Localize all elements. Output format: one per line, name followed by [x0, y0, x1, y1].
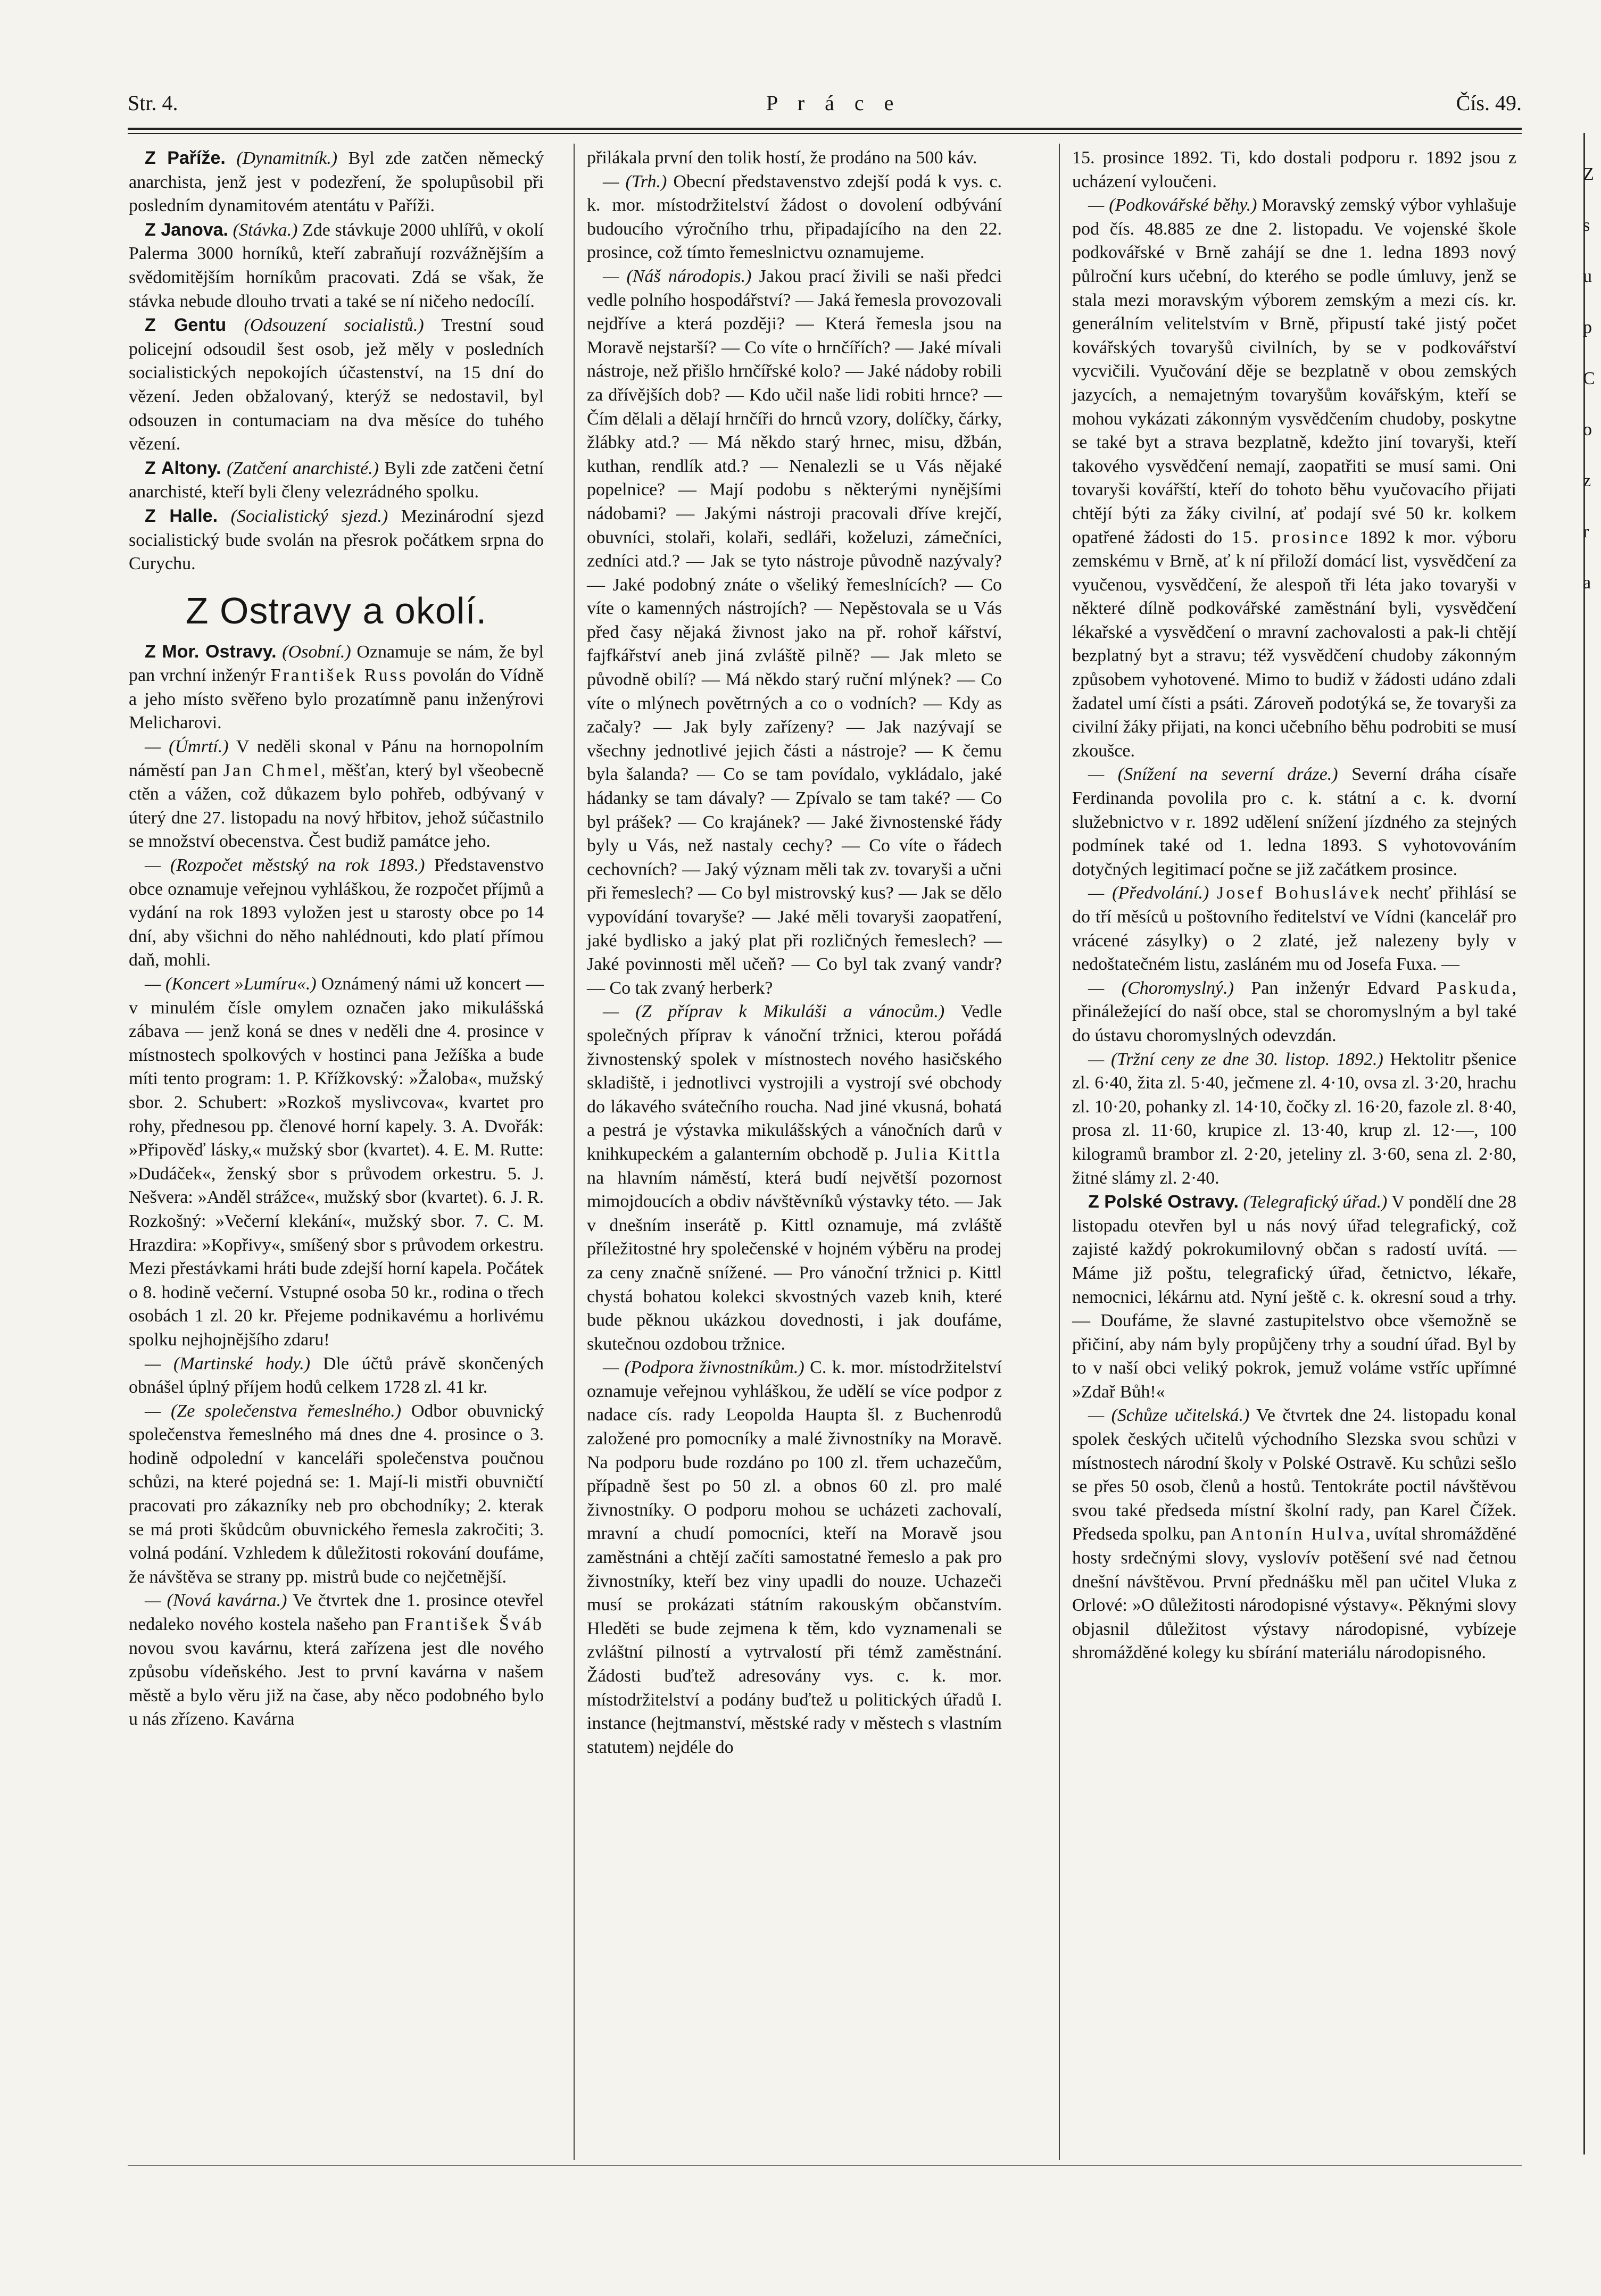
- column-1: [129, 146, 544, 1732]
- article-snizeni: [1072, 763, 1516, 881]
- article-subtitle: (Osobní.): [282, 642, 351, 662]
- article-koncert: [129, 972, 544, 1352]
- article-umrti: [129, 735, 544, 854]
- article-text: 1892 k mor. výboru zemskému v Brně, ať k ní přiloží domácí list, vysvědčení za vyučenou, vysvědčení, že alespoň tři léta jako tovaryši v některé dílně podkovářské zaměstnání byli, vysvědčení lékařské a vysvědčení o mravní zachovalosti a pak-li chtějí bezplatný byt a stravu; též vysvědčení chudoby zákonným způsobem vyhotovené. Mimo to budiž v žádosti udáno zdali žadatel umí čísti a psáti. Zároveň podotýká se, že tovaryši za civilní žáky přijati, na konci učebního běhu podrobiti se musí zkoušce.: [1072, 527, 1516, 761]
- article-rozpocet: [129, 854, 544, 972]
- article-subtitle: (Odsouzení socialistů.): [244, 315, 424, 336]
- edge-letter: z: [1583, 471, 1591, 490]
- article-text: nechť přihlásí se do tří měsíců u poštovního ředitelství ve Vídni (kancelář pro vrácené zásylky) o 2 zlaté, jež nalezeny byly v nedoštatečném listu, zasláném mu od Josefa Fuxa. —: [1072, 883, 1517, 975]
- article-schuze: [1072, 1404, 1516, 1665]
- article-subtitle: (Telegrafický úřad.): [1243, 1192, 1388, 1212]
- article-text: V neděli skonal v Pánu na hornopolním náměstí pan: [129, 737, 544, 780]
- article-text: Severní dráha císaře Ferdinanda povolila pro c. k. státní a c. k. dvorní služebnictvo v r. 1892 udělení snížení jízdného za stejných podmínek také od 1. ledna 1893. S vyhotovováním dotyčných legitimací počne se již začátkem prosince.: [1072, 764, 1517, 879]
- dateline: Z Paříže.: [145, 148, 226, 168]
- article-subtitle: (Dynamitník.): [236, 148, 338, 168]
- edge-letter: p: [1583, 318, 1592, 337]
- article-spolecenstvo: [129, 1400, 544, 1590]
- edge-letter: u: [1583, 267, 1592, 286]
- article-text: 15. prosince 1892. Ti, kdo dostali podporu r. 1892 jsou z ucházení vyloučeni.: [1072, 148, 1516, 192]
- article-text: Hektolitr pšenice zl. 6·40, žita zl. 5·40, ječmene zl. 4·10, ovsa zl. 3·20, hrachu zl. 10·20, pohanky zl. 14·10, čočky zl. 16·20, fazole zl. 8·40, prosa zl. 11·60, krupice zl. 13·40, krup zl. 12·—, 100 kilogramů brambor zl. 2·20, jeteliny zl. 3·60, sena zl. 2·80, žitné slámy zl. 2·40.: [1072, 1049, 1517, 1188]
- article-subtitle: — (Z příprav k Mikuláši a vánocům.): [603, 1002, 945, 1022]
- dateline: Z Altony.: [145, 457, 221, 478]
- article-text: přilákala první den tolik hostí, že prodáno na 500 káv.: [587, 148, 977, 168]
- article-text: novou svou kavárnu, která zařízena jest dle nového způsobu vídeňského. Jest to první kavárna v našem městě a bylo věru již na čase, aby něco podobného bylo u nás zřízeno. Kavárna: [129, 1638, 544, 1729]
- article-text: Obecní představenstvo zdejší podá k vys. c. k. mor. místodržitelství žádost o dovolení odbývání budoucího výročního trhu, připadajícího na den 22. prosince, což tímto řemeslnictvu oznamujeme.: [587, 171, 1002, 263]
- article-subtitle: — (Snížení na severní dráze.): [1088, 764, 1338, 785]
- page-header: [128, 90, 1522, 128]
- article-gent: [129, 313, 544, 456]
- dateline: Z Halle.: [145, 505, 218, 526]
- article-subtitle: — (Martinské hody.): [145, 1353, 311, 1374]
- article-text: C. k. mor. místodržitelství oznamuje veřejnou vyhláškou, že udělí se více podpor z nadace cís. rady Leopolda Haupta šl. z Buchenrodů založené pro pomocníky a malé živnostníky na Moravě. Na podporu bude rozdáno po 100 zl. třem uchazečům, případně šest po 50 zl. a obnos 60 zl. pro malé živnostníky. O podporu mohou se ucházeti zachovalí, mravní a chudí pomocníci, kteří na Moravě jsou zaměstnáni a chtějí začíti samostatné řemeslo a pak pro živnostníky, kteří bez viny upadli do nouze. Uchazeči musí se prokázati státním rakouským občanstvím. Hleděti se bude zejmena k těm, kdo vyznamenali se zvláštní pilností a vytrvalostí při témž zaměstnání. Žádosti buďtež adresovány vys. c. k. mor. místodržitelství a podány buďtež u politických úřadů I. instance (hejtmanství, městské rady v městech s vlastním statutem) nejdéle do: [587, 1358, 1002, 1757]
- article-predvolani: [1072, 881, 1516, 976]
- article-hody: [129, 1352, 544, 1400]
- column-3: [1072, 146, 1516, 1665]
- edge-letter: r: [1583, 522, 1589, 542]
- article-text: Ve čtvrtek dne 1. prosince otevřel nedaleko nového kostela našeho pan: [129, 1591, 544, 1635]
- person-name: Antonín Hulva: [1230, 1524, 1366, 1544]
- article-kavarna: [129, 1589, 544, 1732]
- article-subtitle: — (Koncert »Lumíru«.): [145, 974, 317, 994]
- column-divider-1: [574, 144, 575, 2160]
- edge-letter: o: [1583, 420, 1592, 439]
- edge-letter: s: [1583, 215, 1590, 235]
- article-text: Oznamuje se nám, že byl pan vrchní inženýr: [129, 642, 544, 686]
- issue-number: Čís. 49.: [1456, 91, 1522, 115]
- article-trh: [587, 170, 1002, 265]
- article-subtitle: — (Podkovářské běhy.): [1088, 195, 1257, 215]
- page-number: Str. 4.: [128, 91, 178, 115]
- article-text: Mezinárodní sjezd socialistický bude svolán na přesrok počátkem srpna do Curychu.: [129, 506, 544, 574]
- article-text: , měšťan, který byl všeobecně ctěn a vážen, což důkazem bylo pohřeb, odbývaný v úterý dne 27. listopadu na nový hřbitov, jehož súčastnilo se množství obecenstva. Čest budiž památce jeho.: [129, 760, 544, 852]
- article-text: [1209, 883, 1217, 903]
- article-text: , uvítal shromážděné hosty srdečnými slovy, vyslovív potěšení své nad četnou dnešní návštěvou. První přednášku měl pan učitel Vluka z Orlové: »O důležitosti národopisné výstavy«. Pěknými slovy objasnil důležitost výstavy národopisné, vybízeje shromážděné kolegy ku sbírání materiálu národopisného.: [1072, 1524, 1516, 1663]
- header-rule-thin: [128, 133, 1522, 134]
- dateline: Z Mor. Ostravy.: [145, 641, 277, 662]
- article-podpora: [587, 1356, 1002, 1759]
- dateline: Z Janova.: [145, 219, 228, 240]
- article-osobni: [129, 640, 544, 735]
- article-subtitle: — (Nová kavárna.): [145, 1591, 287, 1611]
- date-emphasis: 15. prosince: [1231, 527, 1350, 547]
- newspaper-title: P r á c e: [766, 91, 901, 115]
- edge-letter: a: [1583, 573, 1591, 593]
- article-subtitle: — (Náš národopis.): [603, 266, 752, 286]
- article-subtitle: (Zatčení anarchisté.): [227, 458, 379, 478]
- article-subtitle: — (Schůze učitelská.): [1088, 1405, 1250, 1426]
- edge-letter: C: [1583, 369, 1595, 388]
- article-text: Byli zde zatčeni četní anarchisté, kteří byli členy velezrádného spolku.: [129, 458, 544, 502]
- article-subtitle: (Stávka.): [233, 220, 298, 240]
- article-text: Zde stávkuje 2000 uhlířů, v okolí Palerma 3000 horníků, kteří zabraňují rozvážnějším a svědomitějším horníkům pracovati. Zdá se však, že stávka nebude dlouho trvati a také se ní ničeho nedocílí.: [129, 220, 544, 311]
- article-text: Pan inženýr Edvard: [1233, 978, 1437, 998]
- person-name: Josef Bohuslávek: [1217, 883, 1382, 903]
- person-name: František Russ: [270, 665, 409, 686]
- article-text: Jakou prací živili se naši předci vedle polního hospodářství? — Jaká řemesla provozovali nejdříve a která později? — Která řemesla jsou na Moravě nejstarší? — Co víte o hrnčířích? — Jaké mívali nástroje, než přišlo hrnčířské kolo? — Jaké nádoby robili za dřívějších dob? — Kdo učil naše lidi robiti hrnce? — Čím dělali a dělají hrnčíři do hrnců vzory, dolíčky, čárky, žlábky atd.? — Má někdo starý hrnec, misu, džbán, kuthan, rendlík atd.? — Nenalezli se u Vás nějaké popelnice? — Mají podobu s některými nynějšími nádobami? — Jakými nástroji pracovali dříve krejčí, obuvníci, stolaři, kolaři, sedláři, koželuzi, zámečníci, zedníci atd.? — Jak se tyto nástroje původně nazývaly? — Jaké podobný znáte o všeliký řemeslnících? — Co víte o kamenných nástrojích? — Nepěstovala se u Vás před časy nějaká živnost jako na př. rohoř kářství, fajfkářství aneb jiná zvláště pilně? — Jak mleto se původně obilí? — Má někdo starý ruční mlýnek? — Co víte o mlýnech povětrných a co o vodních? — Kdy as začaly? — Jak byly zařízeny? — Jak nazývají se všechny jednotlivé jejich části a nástroje? — K čemu byla šalanda? — Co se tam povídalo, vykládalo, jaké hádanky se tam dávaly? — Zpívalo se tam také? — Co byl prášek? — Co krajánek? — Jaké živnostenské řády byly u Vás, než nastaly cechy? — Co víte o řádech cechovních? — Jaký význam měli tak zv. tovaryši a učni při řemeslech? — Co byl mistrovský kus? — Jak se dělo vypovídání tovaryše? — Jaké měli tovaryši zaopatření, jaké bydlisko a jaký plat při rozličných řemeslech? — Jaké povinnosti měl učeň? — Co byl tak zvaný vandr? — Co tak zvaný herberk?: [587, 266, 1002, 998]
- article-subtitle: — (Podpora živnostníkům.): [603, 1358, 804, 1378]
- article-subtitle: — (Ze společenstva řemeslného.): [145, 1401, 402, 1421]
- article-trzni-ceny: [1072, 1048, 1516, 1191]
- article-janov: [129, 218, 544, 313]
- article-subtitle: — (Tržní ceny ze dne 30. listop. 1892.): [1088, 1049, 1383, 1069]
- column-divider-2: [1059, 144, 1060, 2160]
- article-paris: [129, 146, 544, 218]
- dateline: Z Polské Ostravy.: [1088, 1192, 1239, 1212]
- article-polska-ostrava: [1072, 1190, 1516, 1404]
- article-altona: [129, 456, 544, 504]
- article-text: Byl zde zatčen německý anarchista, jenž jest v podezření, že spolupůsobil při posledním dynamitovém atentátu v Paříži.: [129, 148, 544, 216]
- person-name: Paskuda: [1437, 978, 1512, 998]
- article-subtitle: — (Rozpočet městský na rok 1893.): [145, 855, 425, 876]
- article-subtitle: — (Trh.): [603, 171, 667, 192]
- article-text: na hlavním náměstí, která budí největší pozornost mimojdoucích a obdiv návštěvníků výstavky této. — Jak v dnešním inserátě p. Kittl oznamuje, má zvláště příležitostné hry společenské v hojném výběru na prodej za ceny značně snížené. — Pro vánoční tržnici p. Kittl chystá bohatou kolekci skvostných vazeb knih, které bude pěknou ukázkou dovednosti, i jak doufáme, skutečnou ozdobou tržnice.: [587, 1168, 1002, 1354]
- edge-letter: Z: [1583, 164, 1594, 184]
- article-podkovarske: [1072, 194, 1516, 763]
- section-heading: Z Ostravy a okolí.: [185, 589, 487, 631]
- article-narodopis: [587, 265, 1002, 1000]
- column-2: [587, 146, 1002, 1759]
- article-text: povolán do Vídně a jeho místo svěřeno bylo prozatímně panu inženýrovi Melicharovi.: [129, 665, 544, 733]
- article-text: Ve čtvrtek dne 24. listopadu konal spolek českých učitelů východního Slezska svou schůzi v místnostech národní školy v Polské Ostravě. Ku schůzi sešlo se přes 50 osob, členů a hostů. Tentokráte poctil návštěvou svou také předseda místní školní rady, pan Karel Čížek. Předseda spolku, pan: [1072, 1405, 1516, 1544]
- article-subtitle: — (Úmrtí.): [145, 737, 229, 757]
- article-text: Moravský zemský výbor vyhlašuje pod čís. 48.885 ze dne 2. listopadu. Ve vojenské škole podkovářské v Brně zahájí se dne 1. ledna 1893 nový půlroční kurs učební, do kterého se podle úmluvy, jenž se stala mezi moravským výborem zemským a mezi cís. kr. generálním velitelstvím v Brně, připustí také jistý počet kovářských tovaryšů civilních, by se v podkovářství vycvičili. Vyučování děje se bezplatně v obou zemských jazycích, a nemajetným tovaryšům kovářským, kteří se mohou vykázati zákonným vysvědčením chudoby, poskytne se také byt a strava bezplatně, kdežto jiní tovaryši, kteří takového vysvědčení nemají, zaopatřiti se musí sami. Oni tovaryši kovářští, kteří do tohoto běhu vyučovacího přijati chtějí býti za žáky civilní, ať podají své 50 kr. kolkem opatřené žádosti do: [1072, 195, 1516, 547]
- dateline: Z Gentu: [145, 315, 227, 336]
- article-text: Dle účtů právě skončených obnášel úplný příjem hodů celkem 1728 zl. 41 kr.: [129, 1353, 544, 1397]
- article-text: Představenstvo obce oznamuje veřejnou vyhláškou, že rozpočet příjmů a vydání na rok 1893 vyložen jest u starosty obce po 14 dní, aby všichni do něho nahlédnouti, kdo platí přímou daň, mohli.: [129, 855, 544, 970]
- footer-rule: [128, 2165, 1522, 2166]
- article-text: Oznámený námi už koncert — v minulém čísle omylem označen jako mikulášská zábava — jenž koná se dnes v neděli dne 4. prosince v místnostech spolkových v hostinci pana Ježíška a bude míti tento program: 1. P. Křížkovský: »Žaloba«, mužský sbor. 2. Schubert: »Rozkoš myslivcova«, kvartet pro rohy, přednesou pp. členové horní kapely. 3. A. Dvořák: »Připověď lásky,« mužský sbor (kvartet). 4. E. M. Rutte: »Dudáček«, ženský sbor s průvodem orkestru. 5. J. Nešvera: »Anděl strážce«, mužský sbor (kvartet). 6. J. R. Rozkošný: »Večerní klekání«, mužský sbor. 7. C. M. Hrazdira: »Kopřivy«, smíšený sbor s průvodem orkestru. Mezi přestávkami hráti bude zdejší horní kapela. Počátek o 8. hodině večerní. Vstupné osoba 50 kr., rodina o třech osobách 1 zl. 20 kr. Přejeme podnikavému a horlivému spolku nejhojnějšího zdaru!: [129, 974, 544, 1350]
- header-rule: [128, 128, 1522, 130]
- person-name: Jan Chmel: [223, 760, 321, 780]
- article-subtitle: (Socialistický sjezd.): [230, 506, 388, 526]
- article-text: Vedle společných příprav k vánoční tržnici, kterou pořádá živnostenský spolek v místnostech nového hasičského skladiště, i jednotlivci vystrojili a vystrojí své obchody do lákavého svátečního roucha. Nad jiné vkusná, bohatá a pestrá je výstavka mikulášských a vánočních darů v knihkupeckém a galanterním obchodě p.: [587, 1002, 1002, 1164]
- person-name: František Šváb: [404, 1615, 544, 1635]
- adjacent-page-letters: [1583, 149, 1601, 609]
- article-subtitle: — (Choromyslný.): [1088, 978, 1234, 998]
- person-name: Julia Kittla: [894, 1144, 1002, 1164]
- article-pripravy: [587, 1000, 1002, 1356]
- article-choromyslny: [1072, 977, 1516, 1048]
- article-halle: [129, 504, 544, 576]
- article-text: Odbor obuvnický společenstva řemeslného má dnes dne 4. prosince o 3. hodině odpolední v kanceláři společenstva poučnou schůzi, na které pojedná se: 1. Mají-li mistři obuvničtí pracovati pro zákazníky neb pro obchodníky; 2. kterak se má proti škůdcům obuvnického řemesla zakročiti; 3. volná podání. Vzhledem k důležitosti rokování doufáme, že návštěva se strany pp. mistrů bude co nejčetnější.: [129, 1401, 544, 1587]
- article-text: Trestní soud policejní odsoudil šest osob, jež měly v posledních socialistických nepokojích účastenství, na 15 dní do vězení. Jeden obžalovaný, kterýž se nedostavil, byl odsouzen in contumaciam na dva měsíce do tuhého vězení.: [129, 315, 544, 454]
- article-subtitle: — (Předvolání.): [1088, 883, 1209, 903]
- article-text: , přináležející do naší obce, stal se choromyslným a byl také do ústavu choromyslných odevzdán.: [1072, 978, 1517, 1045]
- article-continuation: [1072, 146, 1516, 194]
- article-continuation: [587, 146, 1002, 170]
- article-text: V pondělí dne 28 listopadu otevřen byl u nás nový úřad telegrafický, což zajisté každý pokrokumilovný občan s radostí uvítá. — Máme již poštu, telegrafický úřad, četnictvo, lékaře, nemocnici, lékárnu atd. Nyní ještě c. k. okresní soud a trhy. — Doufáme, že slavné zastupitelstvo obce všemožně se přičiní, aby nám byly propůjčeny trhy a soudní úřad. Byl by to v naší obci veliký pokrok, jemuž voláme vstříc upřímné »Zdař Bůh!«: [1072, 1192, 1517, 1402]
